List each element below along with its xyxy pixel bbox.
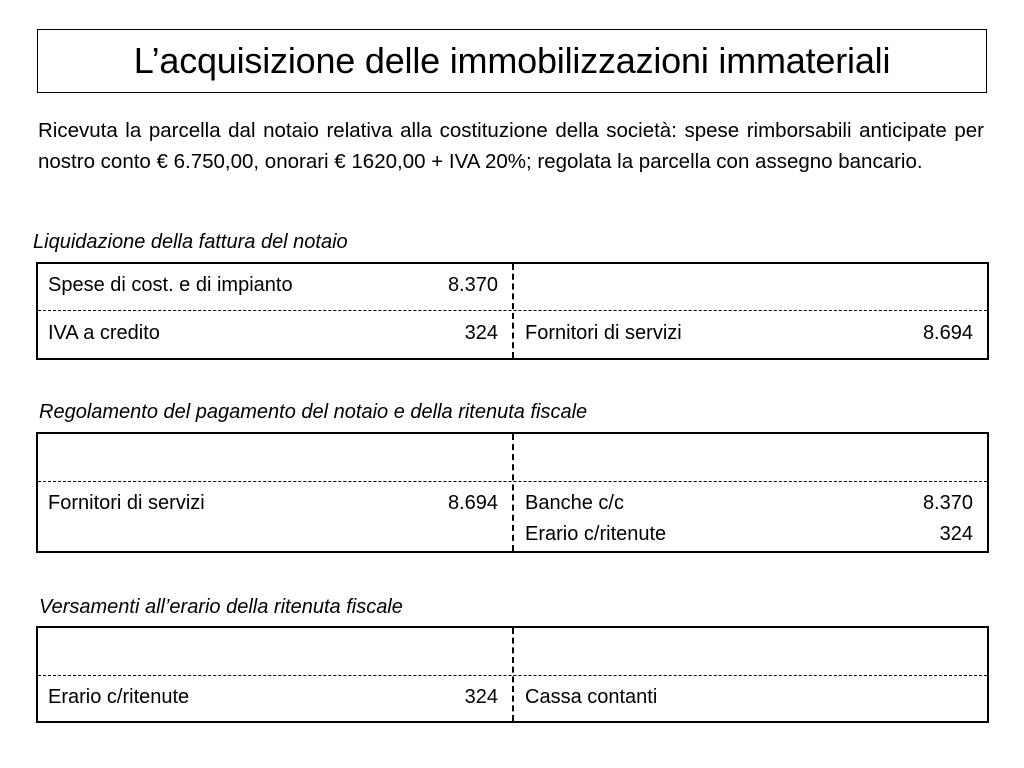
- account-amount: 324: [464, 322, 498, 344]
- ledger-versamenti: [36, 626, 989, 723]
- slide-title-text: L’acquisizione delle immobilizzazioni immateriali: [133, 40, 891, 81]
- credit-entry: [525, 488, 973, 519]
- credit-entry: [525, 682, 973, 713]
- account-name: Cassa contanti: [525, 686, 658, 708]
- section-label-regolamento: Regolamento del pagamento del notaio e della ritenuta fiscale: [39, 401, 588, 423]
- section-label-versamenti: Versamenti all’erario della ritenuta fiscale: [39, 596, 403, 618]
- account-name: Banche c/c: [525, 492, 624, 514]
- credit-entry: [525, 519, 973, 550]
- ledger-divider: [512, 264, 514, 358]
- ledger-regolamento: [36, 432, 989, 553]
- section-label-liquidazione: Liquidazione della fattura del notaio: [33, 231, 348, 253]
- account-name: Fornitori di servizi: [48, 492, 205, 514]
- account-name: Fornitori di servizi: [525, 322, 682, 344]
- ledger-row-separator: [38, 481, 987, 482]
- debit-entry: [48, 270, 498, 301]
- slide-title: [37, 29, 987, 93]
- ledger-liquidazione: [36, 262, 989, 360]
- account-amount: 8.694: [922, 322, 973, 344]
- credit-entry: [525, 318, 973, 349]
- debit-entry: [48, 682, 498, 713]
- account-amount: 8.370: [447, 274, 498, 296]
- debit-entry: [48, 318, 498, 349]
- account-name: Spese di cost. e di impianto: [48, 274, 293, 296]
- account-amount: 8.370: [922, 492, 973, 514]
- account-name: Erario c/ritenute: [48, 686, 190, 708]
- ledger-row-separator: [38, 310, 987, 311]
- ledger-row-separator: [38, 675, 987, 676]
- account-amount: 324: [464, 686, 498, 708]
- account-name: Erario c/ritenute: [525, 523, 667, 545]
- intro-paragraph: Ricevuta la parcella dal notaio relativa alla costituzione della società: spese rimborsabili anticipate per nostro conto € 6.750,00, onorari € 1620,00 + IVA 20%; regolata la parcella con assegno bancario.: [38, 119, 984, 173]
- ledger-divider: [512, 434, 514, 551]
- debit-entry: [48, 488, 498, 519]
- account-name: IVA a credito: [48, 322, 160, 344]
- account-amount: 8.694: [447, 492, 498, 514]
- account-amount: 324: [939, 523, 973, 545]
